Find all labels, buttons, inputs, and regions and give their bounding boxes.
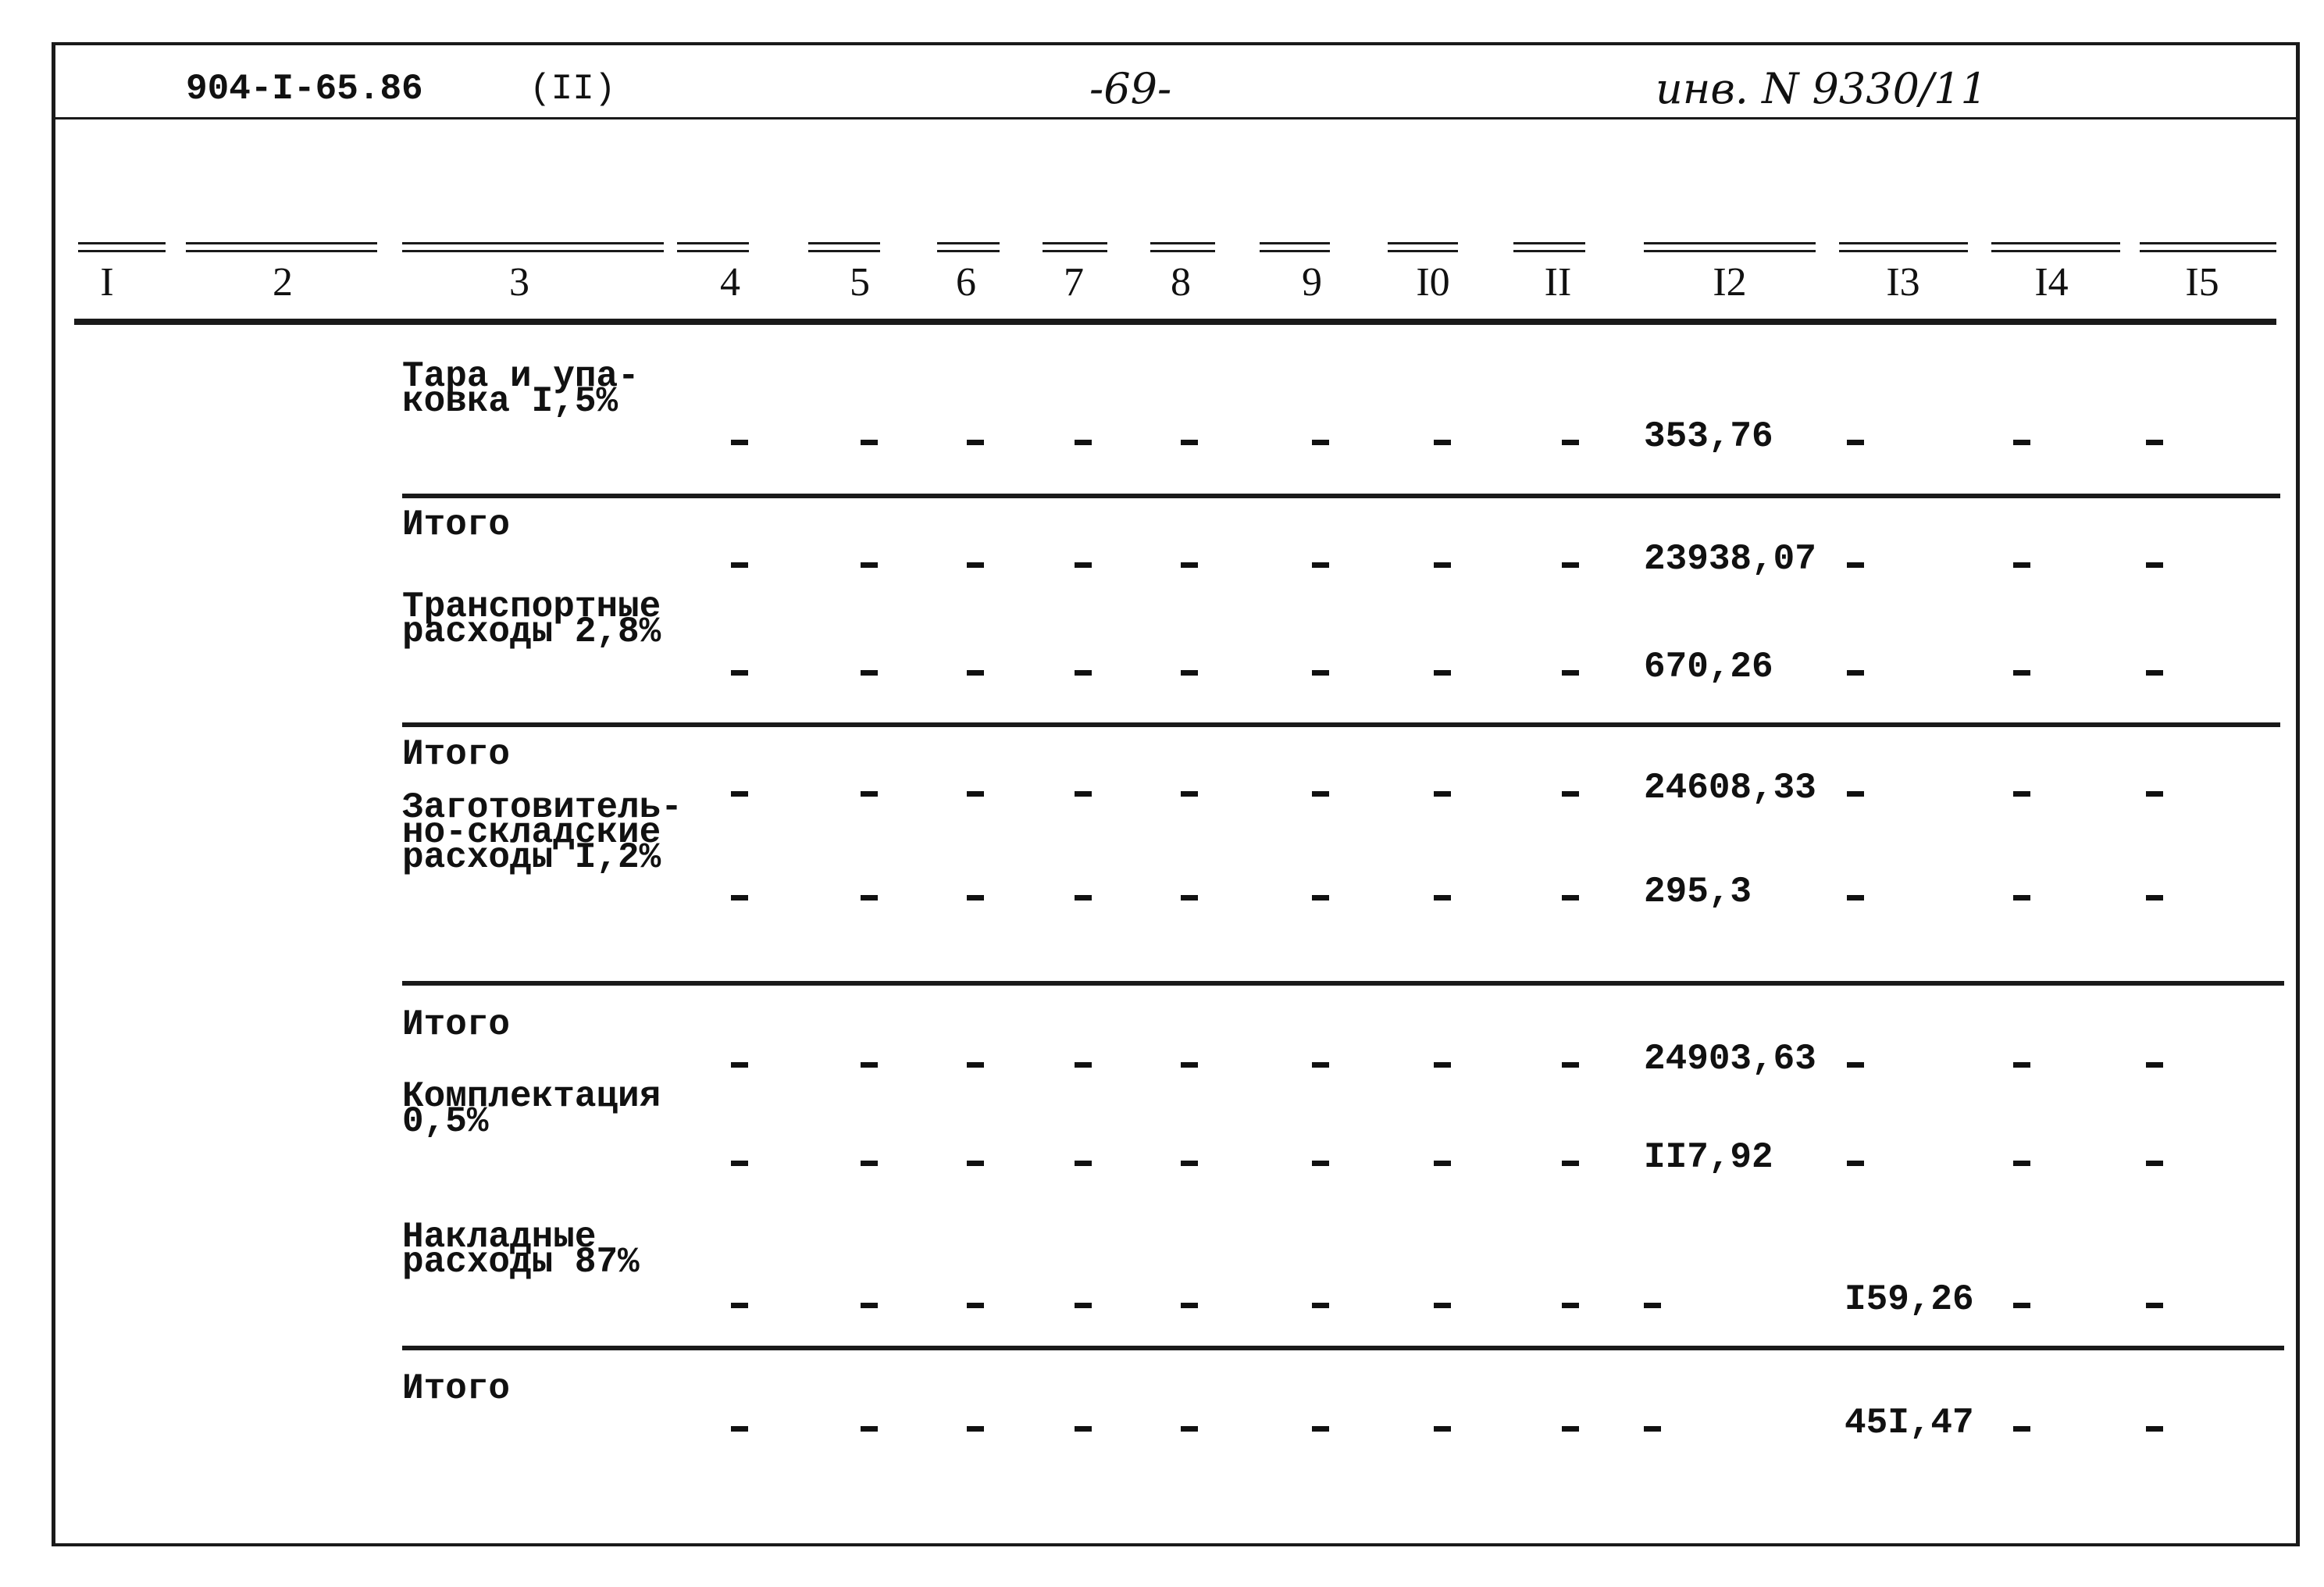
empty-value-dash (967, 895, 984, 900)
column-number: 7 (1064, 260, 1084, 305)
empty-value-dash (1847, 1161, 1864, 1166)
empty-value-dash (1312, 895, 1329, 900)
row-label: Заготовитель- но-складские расходы I,2% (402, 787, 683, 878)
row-label: Комплектация 0,5% (402, 1076, 661, 1142)
empty-value-dash (1434, 562, 1451, 568)
frame-bottom-border (52, 1543, 2300, 1546)
empty-value-dash (1644, 1426, 1661, 1432)
empty-value-dash (1181, 1303, 1198, 1308)
column-header-rule (1388, 242, 1458, 244)
empty-value-dash (1847, 670, 1864, 676)
empty-value-dash (1181, 791, 1198, 797)
empty-value-dash (967, 791, 984, 797)
empty-value-dash (861, 562, 878, 568)
column-number: I (100, 260, 114, 305)
empty-value-dash (1434, 670, 1451, 676)
column-header-rule (78, 242, 166, 244)
empty-value-dash (1075, 1303, 1092, 1308)
empty-value-dash (1075, 895, 1092, 900)
empty-value-dash (731, 1062, 748, 1068)
frame-top-border (52, 42, 2300, 45)
empty-value-dash (1562, 791, 1579, 797)
empty-value-dash (1075, 562, 1092, 568)
empty-value-dash (967, 1062, 984, 1068)
document-code: 904-I-65.86 (186, 69, 423, 109)
empty-value-dash (731, 791, 748, 797)
empty-value-dash (731, 670, 748, 676)
column-number: 9 (1302, 260, 1322, 305)
empty-value-dash (861, 1062, 878, 1068)
column-header-rule (1513, 242, 1585, 244)
empty-value-dash (1847, 1062, 1864, 1068)
empty-value-dash (1847, 562, 1864, 568)
row-label: Итого (402, 1368, 511, 1409)
row-label: Итого (402, 1004, 511, 1045)
column-number: II (1544, 260, 1572, 305)
empty-value-dash (2146, 562, 2163, 568)
empty-value-dash (1434, 1303, 1451, 1308)
empty-value-dash (731, 440, 748, 445)
empty-value-dash (861, 1303, 878, 1308)
column-header-rule (677, 250, 749, 252)
empty-value-dash (1181, 1161, 1198, 1166)
value-cell: 45I,47 (1845, 1403, 1974, 1443)
empty-value-dash (1562, 1161, 1579, 1166)
empty-value-dash (1181, 440, 1198, 445)
column-number: I0 (1416, 260, 1450, 305)
frame-left-border (52, 42, 55, 1546)
empty-value-dash (1434, 791, 1451, 797)
empty-value-dash (1312, 440, 1329, 445)
empty-value-dash (1312, 562, 1329, 568)
empty-value-dash (2146, 1303, 2163, 1308)
empty-value-dash (1075, 1062, 1092, 1068)
empty-value-dash (1562, 1062, 1579, 1068)
empty-value-dash (967, 1161, 984, 1166)
column-header-rule (808, 242, 880, 244)
empty-value-dash (1075, 791, 1092, 797)
column-header-rule (937, 250, 1000, 252)
value-cell: 24608,33 (1644, 768, 1816, 808)
empty-value-dash (967, 1426, 984, 1432)
column-header-rule (1150, 250, 1215, 252)
empty-value-dash (1434, 1062, 1451, 1068)
empty-value-dash (731, 1426, 748, 1432)
page-number: -69- (1089, 64, 1172, 113)
column-header-underline (74, 319, 2276, 325)
row-label: Транспортные расходы 2,8% (402, 587, 661, 652)
column-header-rule (186, 250, 377, 252)
value-cell: I59,26 (1845, 1279, 1974, 1320)
empty-value-dash (1562, 1426, 1579, 1432)
column-header-rule (1991, 242, 2120, 244)
empty-value-dash (1312, 670, 1329, 676)
empty-value-dash (2146, 791, 2163, 797)
column-header-rule (1839, 242, 1968, 244)
column-number: I3 (1886, 260, 1920, 305)
value-cell: 23938,07 (1644, 539, 1816, 580)
column-header-rule (186, 242, 377, 244)
empty-value-dash (2013, 1303, 2030, 1308)
row-label: Накладные расходы 87% (402, 1217, 640, 1282)
empty-value-dash (1181, 1062, 1198, 1068)
empty-value-dash (861, 791, 878, 797)
column-header-rule (78, 250, 166, 252)
column-header-rule (937, 242, 1000, 244)
column-number: I2 (1713, 260, 1747, 305)
empty-value-dash (1181, 1426, 1198, 1432)
row-divider (402, 722, 2280, 727)
section-number: (II) (529, 69, 616, 109)
row-label: Итого (402, 734, 511, 775)
empty-value-dash (861, 440, 878, 445)
empty-value-dash (1312, 1062, 1329, 1068)
empty-value-dash (2013, 562, 2030, 568)
empty-value-dash (1181, 670, 1198, 676)
empty-value-dash (1434, 1161, 1451, 1166)
empty-value-dash (861, 1426, 878, 1432)
empty-value-dash (1075, 440, 1092, 445)
empty-value-dash (2013, 895, 2030, 900)
empty-value-dash (1312, 1426, 1329, 1432)
column-header-rule (1388, 250, 1458, 252)
row-divider (402, 1346, 2284, 1350)
value-cell: 24903,63 (1644, 1039, 1816, 1079)
empty-value-dash (1434, 895, 1451, 900)
column-header-rule (1260, 242, 1330, 244)
column-header-rule (1043, 250, 1107, 252)
frame-right-border (2296, 42, 2300, 1546)
column-number: 6 (956, 260, 976, 305)
column-header-rule (402, 250, 664, 252)
empty-value-dash (967, 1303, 984, 1308)
empty-value-dash (1075, 1161, 1092, 1166)
header-divider (52, 117, 2300, 119)
empty-value-dash (2146, 1426, 2163, 1432)
empty-value-dash (2013, 1161, 2030, 1166)
column-number: I5 (2185, 260, 2219, 305)
column-header-rule (1991, 250, 2120, 252)
empty-value-dash (2146, 440, 2163, 445)
column-number: 5 (850, 260, 870, 305)
empty-value-dash (967, 440, 984, 445)
empty-value-dash (2146, 1161, 2163, 1166)
empty-value-dash (731, 1161, 748, 1166)
column-number: 8 (1171, 260, 1191, 305)
row-label: Итого (402, 505, 511, 545)
empty-value-dash (1847, 440, 1864, 445)
empty-value-dash (861, 895, 878, 900)
empty-value-dash (2146, 895, 2163, 900)
empty-value-dash (861, 1161, 878, 1166)
empty-value-dash (731, 1303, 748, 1308)
empty-value-dash (1562, 1303, 1579, 1308)
empty-value-dash (1075, 670, 1092, 676)
empty-value-dash (967, 670, 984, 676)
empty-value-dash (1562, 440, 1579, 445)
empty-value-dash (861, 670, 878, 676)
value-cell: II7,92 (1644, 1137, 1773, 1178)
empty-value-dash (2013, 1062, 2030, 1068)
empty-value-dash (2013, 791, 2030, 797)
empty-value-dash (1434, 440, 1451, 445)
row-divider (402, 981, 2284, 986)
empty-value-dash (1847, 791, 1864, 797)
empty-value-dash (731, 562, 748, 568)
row-divider (402, 494, 2280, 498)
column-header-rule (402, 242, 664, 244)
empty-value-dash (2013, 1426, 2030, 1432)
column-header-rule (1644, 242, 1816, 244)
empty-value-dash (2013, 670, 2030, 676)
empty-value-dash (1181, 562, 1198, 568)
column-number: I4 (2034, 260, 2069, 305)
value-cell: 670,26 (1644, 647, 1773, 687)
column-number: 3 (509, 260, 529, 305)
column-number: 2 (273, 260, 293, 305)
column-number: 4 (720, 260, 740, 305)
empty-value-dash (1181, 895, 1198, 900)
row-label: Тара и упа- ковка I,5% (402, 356, 640, 422)
column-header-rule (1043, 242, 1107, 244)
column-header-rule (1644, 250, 1816, 252)
empty-value-dash (2013, 440, 2030, 445)
empty-value-dash (2146, 1062, 2163, 1068)
inventory-number: инв. N 9330/11 (1656, 64, 1987, 113)
empty-value-dash (1562, 562, 1579, 568)
value-cell: 353,76 (1644, 416, 1773, 457)
column-header-rule (2140, 242, 2276, 244)
empty-value-dash (1312, 1303, 1329, 1308)
empty-value-dash (1644, 1303, 1661, 1308)
empty-value-dash (1312, 1161, 1329, 1166)
column-header-rule (1150, 242, 1215, 244)
column-header-rule (1513, 250, 1585, 252)
column-header-rule (808, 250, 880, 252)
column-header-rule (677, 242, 749, 244)
empty-value-dash (1434, 1426, 1451, 1432)
empty-value-dash (2146, 670, 2163, 676)
empty-value-dash (1847, 895, 1864, 900)
value-cell: 295,3 (1644, 872, 1752, 912)
column-header-rule (1260, 250, 1330, 252)
empty-value-dash (967, 562, 984, 568)
column-header-rule (2140, 250, 2276, 252)
empty-value-dash (1075, 1426, 1092, 1432)
empty-value-dash (1312, 791, 1329, 797)
empty-value-dash (1562, 895, 1579, 900)
empty-value-dash (731, 895, 748, 900)
column-header-rule (1839, 250, 1968, 252)
empty-value-dash (1562, 670, 1579, 676)
